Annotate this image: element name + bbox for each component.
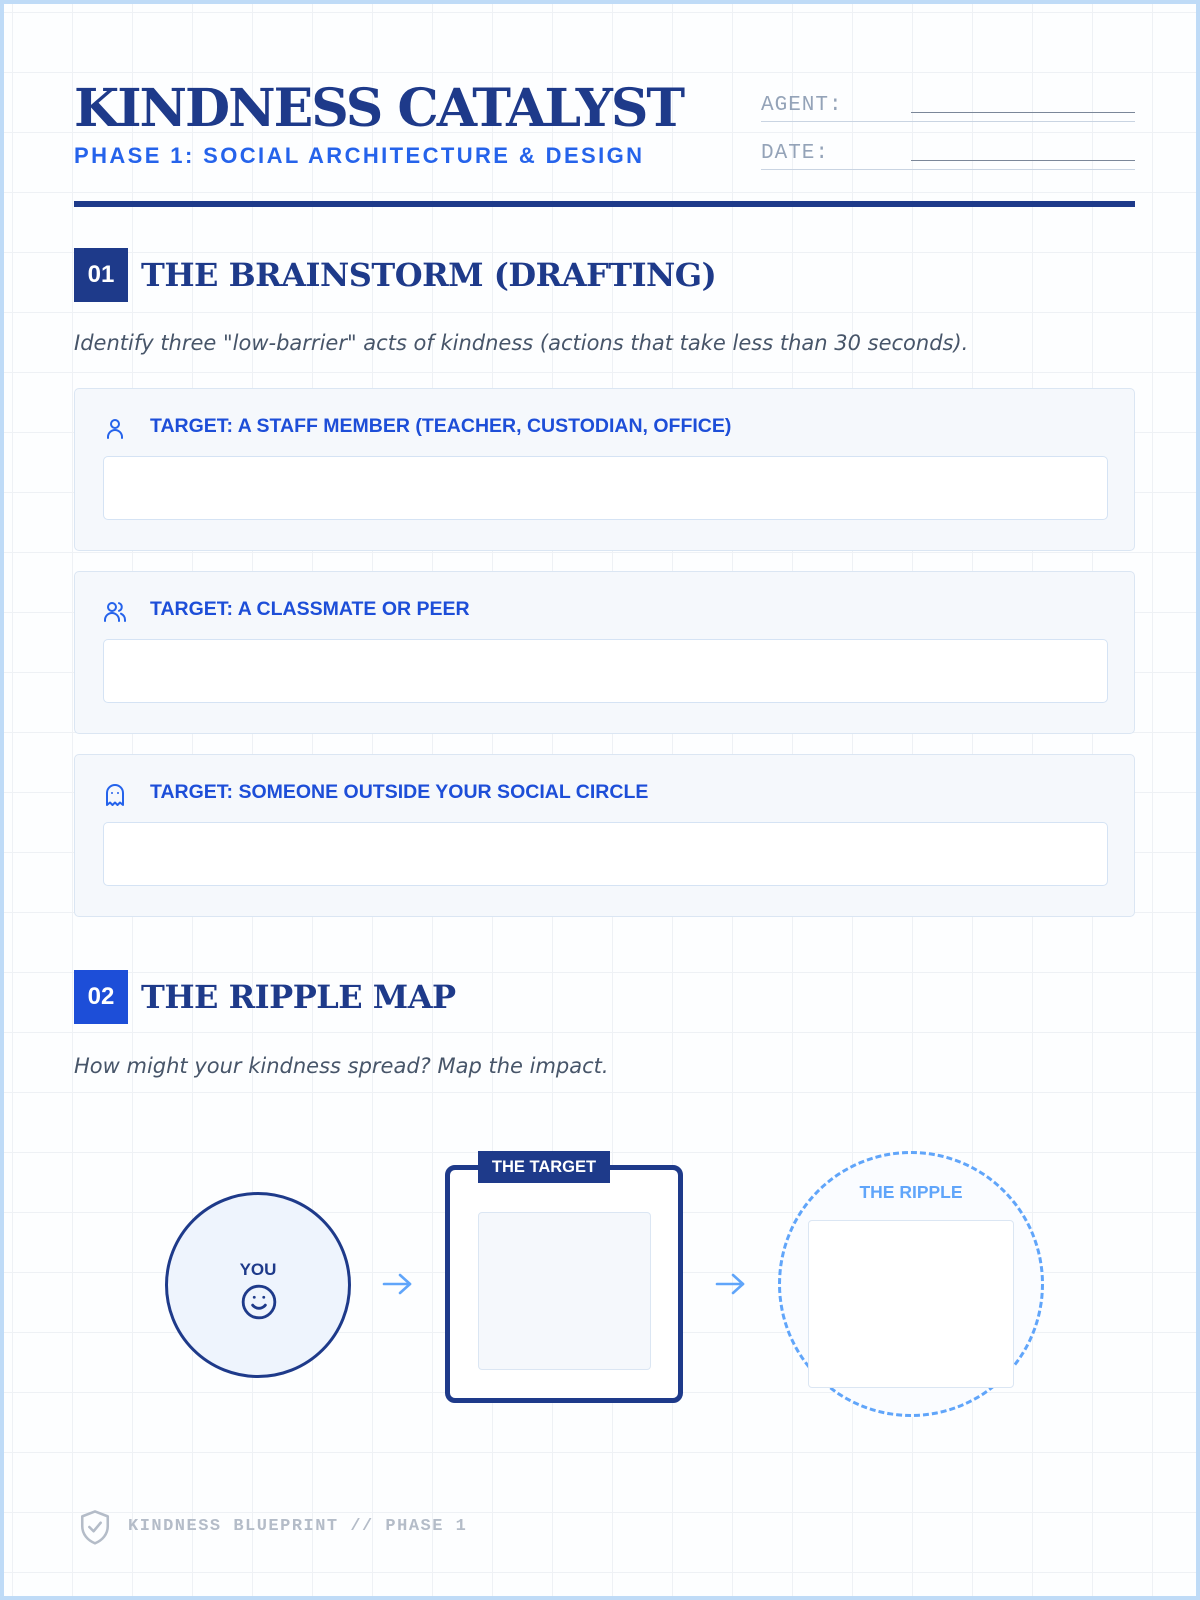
page-title: KINDNESS CATALYST [74,78,684,139]
page-subtitle: PHASE 1: SOCIAL ARCHITECTURE & DESIGN [74,143,645,168]
agent-field[interactable] [761,92,1135,122]
section-intro-ripple-map: How might your kindness spread? Map the impact. [74,1054,609,1078]
section-number-02: 02 [74,970,128,1024]
footer-text: KINDNESS BLUEPRINT // PHASE 1 [128,1517,468,1536]
user-icon [103,417,127,441]
target-card-staff [74,388,1135,551]
arrow-right-icon [714,1271,748,1297]
date-field[interactable] [761,140,1135,170]
agent-label: AGENT: [761,94,843,117]
target-label-peer: TARGET: A CLASSMATE OR PEER [150,598,470,620]
agent-blank-line[interactable] [911,112,1135,113]
section-title-brainstorm: THE BRAINSTORM (DRAFTING) [141,256,717,294]
date-blank-line[interactable] [911,160,1135,161]
target-input-peer[interactable] [103,639,1108,703]
target-tag: THE TARGET [478,1151,610,1183]
section-intro-brainstorm: Identify three "low-barrier" acts of kindness (actions that take less than 30 seconds). [74,331,969,355]
users-icon [103,600,127,624]
target-write-area[interactable] [478,1212,651,1370]
target-card-peer [74,571,1135,734]
header-divider [74,201,1135,207]
you-label: YOU [239,1260,277,1279]
ripple-label: THE RIPPLE [859,1182,963,1202]
target-label-staff: TARGET: A STAFF MEMBER (TEACHER, CUSTODIAN, OFFICE) [150,415,732,437]
target-label-outsider: TARGET: SOMEONE OUTSIDE YOUR SOCIAL CIRCLE [150,781,649,803]
ghost-icon [103,783,127,807]
section-title-ripple-map: THE RIPPLE MAP [141,978,456,1016]
section-number-01: 01 [74,248,128,302]
arrow-right-icon [381,1271,415,1297]
shield-check-icon [78,1508,112,1546]
you-node [165,1192,351,1378]
smile-icon [240,1283,278,1321]
target-input-outsider[interactable] [103,822,1108,886]
ripple-write-area[interactable] [808,1220,1014,1388]
target-input-staff[interactable] [103,456,1108,520]
date-label: DATE: [761,142,830,165]
target-card-outsider [74,754,1135,917]
